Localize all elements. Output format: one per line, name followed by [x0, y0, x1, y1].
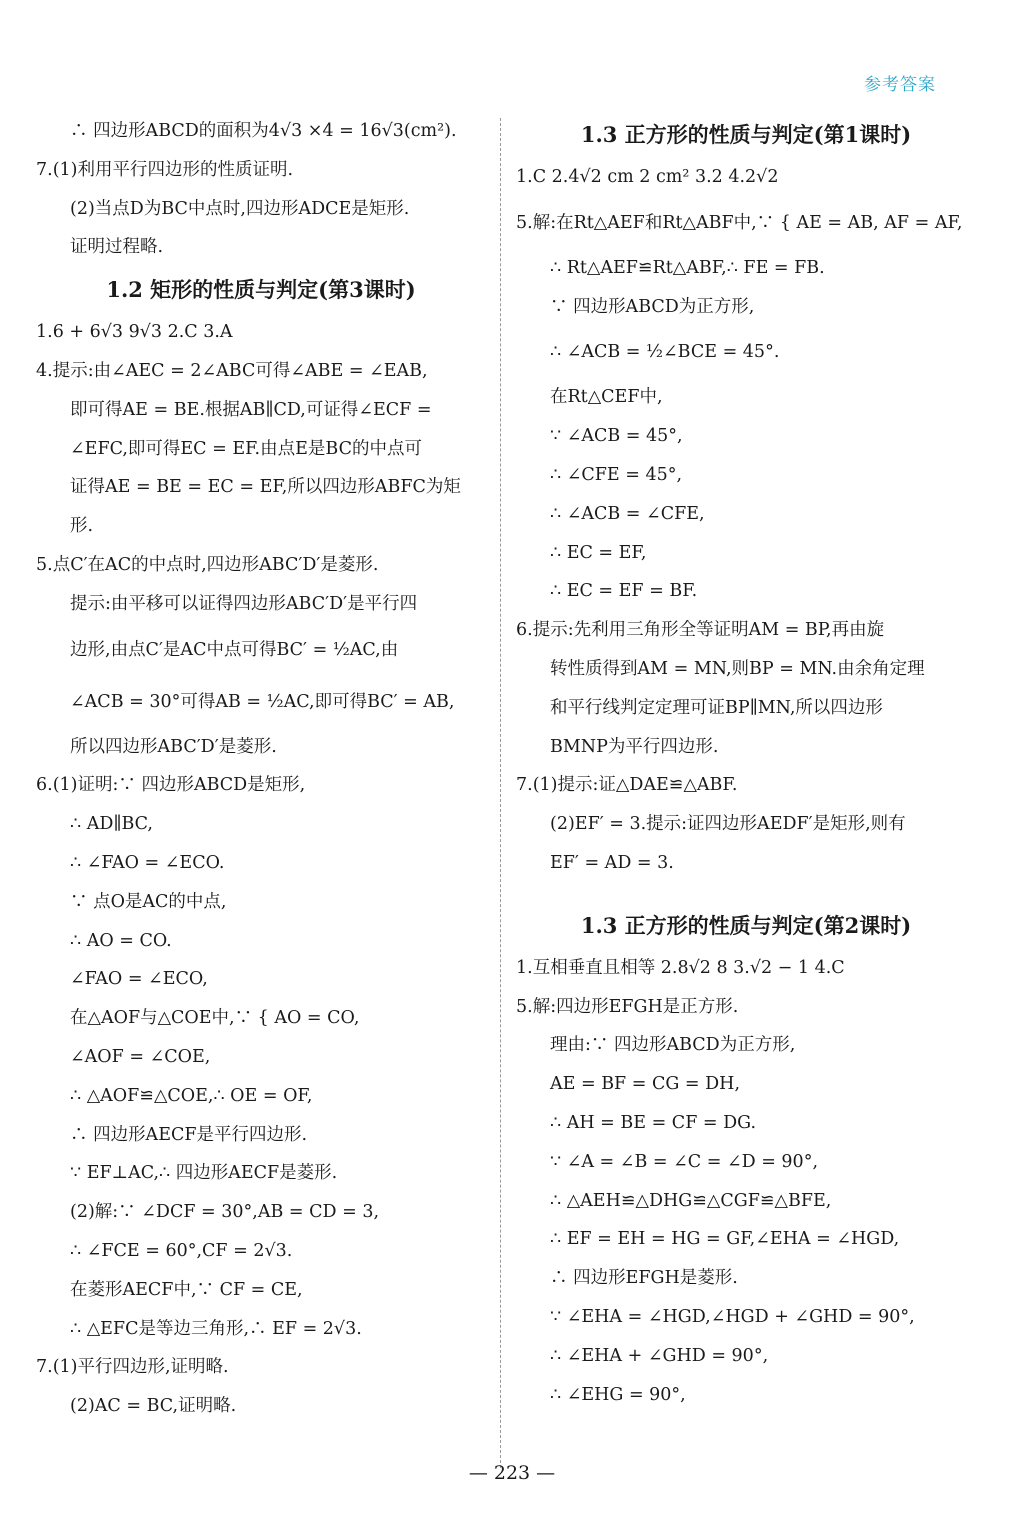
answer-line: 5.解:在Rt△AEF和Rt△ABF中,∵ { AE = AB, AF = AF,: [516, 212, 963, 233]
answer-line: 1.C 2.4√2 cm 2 cm² 3.2 4.2√2: [516, 167, 779, 187]
answer-line: ∵ 点O是AC的中点,: [70, 891, 227, 912]
answer-line: 6.提示:先利用三角形全等证明AM = BP,再由旋: [516, 620, 885, 641]
answer-line: ∴ ∠FAO = ∠ECO.: [70, 852, 225, 873]
answer-line: ∴ △AEH≌△DHG≌△CGF≌△BFE,: [550, 1190, 832, 1211]
answer-line: ∴ ∠ACB = ∠CFE,: [550, 503, 705, 524]
answer-line: ∵ EF⊥AC,∴ 四边形AECF是菱形.: [70, 1163, 338, 1184]
answer-line: ∴ △AOF≌△COE,∴ OE = OF,: [70, 1085, 313, 1106]
answer-line: ∴ Rt△AEF≌Rt△ABF,∴ FE = FB.: [550, 257, 825, 278]
answer-line: 在菱形AECF中,∵ CF = CE,: [70, 1279, 303, 1300]
answer-line: ∠FAO = ∠ECO,: [70, 969, 208, 990]
answer-line: 1.互相垂直且相等 2.8√2 8 3.√2 − 1 4.C: [516, 957, 845, 978]
answer-line: ∴ △EFC是等边三角形,∴ EF = 2√3.: [70, 1318, 362, 1339]
answer-line: 7.(1)平行四边形,证明略.: [36, 1357, 229, 1378]
answer-line: ∴ 四边形ABCD的面积为4√3 ×4 = 16√3(cm²).: [70, 121, 457, 141]
answer-line: 在△AOF与△COE中,∵ { AO = CO,: [70, 1008, 360, 1029]
answer-line: ∴ ∠CFE = 45°,: [550, 464, 683, 485]
column-divider: [500, 118, 501, 1468]
answer-line: ∠EFC,即可得EC = EF.由点E是BC的中点可: [70, 438, 422, 459]
answer-line: ∠AOF = ∠COE,: [70, 1046, 211, 1067]
answer-line: 6.(1)证明:∵ 四边形ABCD是矩形,: [36, 775, 306, 796]
answer-line: ∴ ∠EHG = 90°,: [550, 1384, 686, 1405]
left-column: [36, 112, 486, 1426]
answer-line: ∴ AO = CO.: [70, 930, 172, 951]
answer-line: 5.点C′在AC的中点时,四边形ABC′D′是菱形.: [36, 554, 379, 575]
answer-line: 边形,由点C′是AC中点可得BC′ = ½AC,由: [70, 639, 399, 660]
answer-line: ∴ EC = EF,: [550, 542, 647, 563]
answer-line: 4.提示:由∠AEC = 2∠ABC可得∠ABE = ∠EAB,: [36, 360, 428, 381]
answer-line: ∴ 四边形AECF是平行四边形.: [70, 1124, 308, 1145]
answer-line: ∴ ∠EHA + ∠GHD = 90°,: [550, 1345, 769, 1366]
section-heading: 1.3 正方形的性质与判定(第1课时): [580, 122, 912, 147]
answer-line: 在Rt△CEF中,: [550, 387, 663, 408]
answer-line: 5.解:四边形EFGH是正方形.: [516, 996, 739, 1017]
answer-line: 所以四边形ABC′D′是菱形.: [70, 736, 277, 757]
answer-line: AE = BF = CG = DH,: [550, 1074, 741, 1095]
section-heading: 1.2 矩形的性质与判定(第3课时): [106, 277, 416, 303]
answer-line: 证明过程略.: [70, 237, 164, 258]
answer-line: ∴ ∠ACB = ½∠BCE = 45°.: [550, 342, 780, 363]
answer-line: 和平行线判定定理可证BP∥MN,所以四边形: [550, 697, 883, 718]
answer-line: ∵ ∠ACB = 45°,: [550, 426, 683, 447]
right-column: [516, 112, 976, 1414]
answer-line: ∵ ∠A = ∠B = ∠C = ∠D = 90°,: [550, 1151, 819, 1172]
answer-line: BMNP为平行四边形.: [550, 736, 719, 757]
answer-line: ∴ EF = EH = HG = GF,∠EHA = ∠HGD,: [550, 1229, 900, 1250]
answer-line: 即可得AE = BE.根据AB∥CD,可证得∠ECF =: [70, 399, 432, 420]
answer-line: (2)当点D为BC中点时,四边形ADCE是矩形.: [70, 198, 410, 219]
answer-line: ∵ ∠EHA = ∠HGD,∠HGD + ∠GHD = 90°,: [550, 1306, 915, 1327]
answer-line: 7.(1)提示:证△DAE≌△ABF.: [516, 775, 738, 796]
answer-line: 1.6 + 6√3 9√3 2.C 3.A: [36, 322, 233, 343]
answer-line: 提示:由平移可以证得四边形ABC′D′是平行四: [70, 593, 418, 614]
answer-line: ∴ AD∥BC,: [70, 814, 153, 835]
answer-line: ∴ AH = BE = CF = DG.: [550, 1112, 757, 1133]
section-heading: 1.3 正方形的性质与判定(第2课时): [580, 912, 912, 938]
answer-line: (2)EF′ = 3.提示:证四边形AEDF′是矩形,则有: [550, 814, 906, 835]
answer-line: ∴ ∠FCE = 60°,CF = 2√3.: [70, 1240, 293, 1261]
answer-line: ∴ 四边形EFGH是菱形.: [550, 1268, 738, 1289]
answer-section-tag: 参考答案: [864, 75, 936, 94]
answer-line: EF′ = AD = 3.: [550, 852, 674, 873]
answer-line: 转性质得到AM = MN,则BP = MN.由余角定理: [550, 658, 925, 679]
answer-line: (2)AC = BC,证明略.: [70, 1396, 237, 1417]
answer-line: 证得AE = BE = EC = EF,所以四边形ABFC为矩: [70, 477, 461, 498]
answer-line: 形.: [70, 516, 94, 537]
answer-line: 理由:∵ 四边形ABCD为正方形,: [550, 1035, 796, 1056]
answer-line: ∴ EC = EF = BF.: [550, 581, 698, 602]
answer-line: ∵ 四边形ABCD为正方形,: [550, 296, 755, 317]
page-number: — 223 —: [468, 1462, 556, 1484]
answer-line: (2)解:∵ ∠DCF = 30°,AB = CD = 3,: [70, 1202, 380, 1223]
answer-line: ∠ACB = 30°可得AB = ½AC,即可得BC′ = AB,: [70, 691, 455, 712]
answer-line: 7.(1)利用平行四边形的性质证明.: [36, 159, 294, 180]
